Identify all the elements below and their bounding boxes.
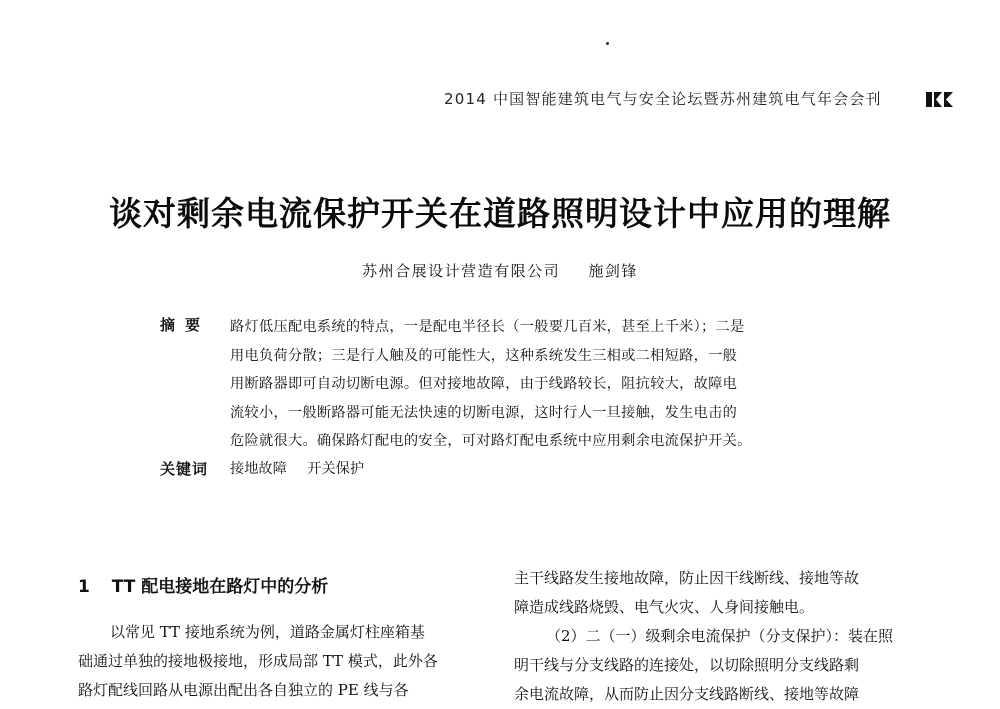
body-line: （2）二（一）级剩余电流保护（分支保护）：装在照 — [546, 627, 894, 645]
body-line: 余电流故障，从而防止因分支线路断线、接地等故障 — [514, 685, 860, 703]
keyword-item: 接地故障 — [230, 461, 287, 477]
scan-speck — [606, 42, 609, 45]
abstract-line: 路灯低压配电系统的特点，一是配电半径长（一般要几百米，甚至上千米）；二是 — [230, 319, 745, 335]
section-number: 1 — [78, 577, 90, 597]
abstract-line: 危险就很大。确保路灯配电的安全，可对路灯配电系统中应用剩余电流保护开关。 — [230, 433, 752, 450]
right-column-text — [514, 564, 914, 709]
section-heading — [78, 572, 328, 597]
double-left-arrow-icon — [926, 92, 954, 107]
left-column-text — [78, 618, 478, 705]
paper-title: 谈对剩余电流保护开关在道路照明设计中应用的理解 — [109, 194, 891, 233]
abstract-line: 用电负荷分散；三是行人触及的可能性大，这种系统发生三相或二相短路，一般 — [230, 347, 738, 364]
body-line: 障造成线路烧毁、电气火灾、人身间接触电。 — [514, 598, 815, 616]
byline — [0, 260, 1000, 281]
body-line: 明干线与分支线路的连接处，以切除照明分支线路剩 — [514, 656, 860, 674]
section-title: TT 配电接地在路灯中的分析 — [111, 577, 329, 597]
abstract-label: 摘要 — [160, 316, 211, 334]
body-line: 主干线路发生接地故障，防止因干线断线、接地等故 — [514, 569, 860, 587]
journal-running-header: 2014 中国智能建筑电气与安全论坛暨苏州建筑电气年会会刊 — [444, 90, 882, 108]
body-line: 础通过单独的接地极接地，形成局部 TT 模式，此外各 — [78, 652, 438, 670]
abstract-line: 流较小，一般断路器可能无法快速的切断电源，这时行人一旦接触，发生电击的 — [230, 404, 738, 421]
abstract-body — [230, 313, 840, 456]
body-line: 以常见 TT 接地系统为例，道路金属灯柱座箱基 — [110, 623, 425, 641]
abstract-line: 用断路器即可自动切断电源。但对接地故障，由于线路较长，阻抗较大，故障电 — [230, 376, 738, 393]
author-name: 施剑锋 — [588, 262, 638, 280]
affiliation: 苏州合展设计营造有限公司 — [362, 262, 561, 280]
keywords-label: 关键词 — [160, 460, 209, 478]
keywords-list — [230, 458, 364, 478]
keyword-item: 开关保护 — [307, 461, 365, 477]
body-line: 路灯配线回路从电源出配出各自独立的 PE 线与各 — [78, 681, 409, 699]
